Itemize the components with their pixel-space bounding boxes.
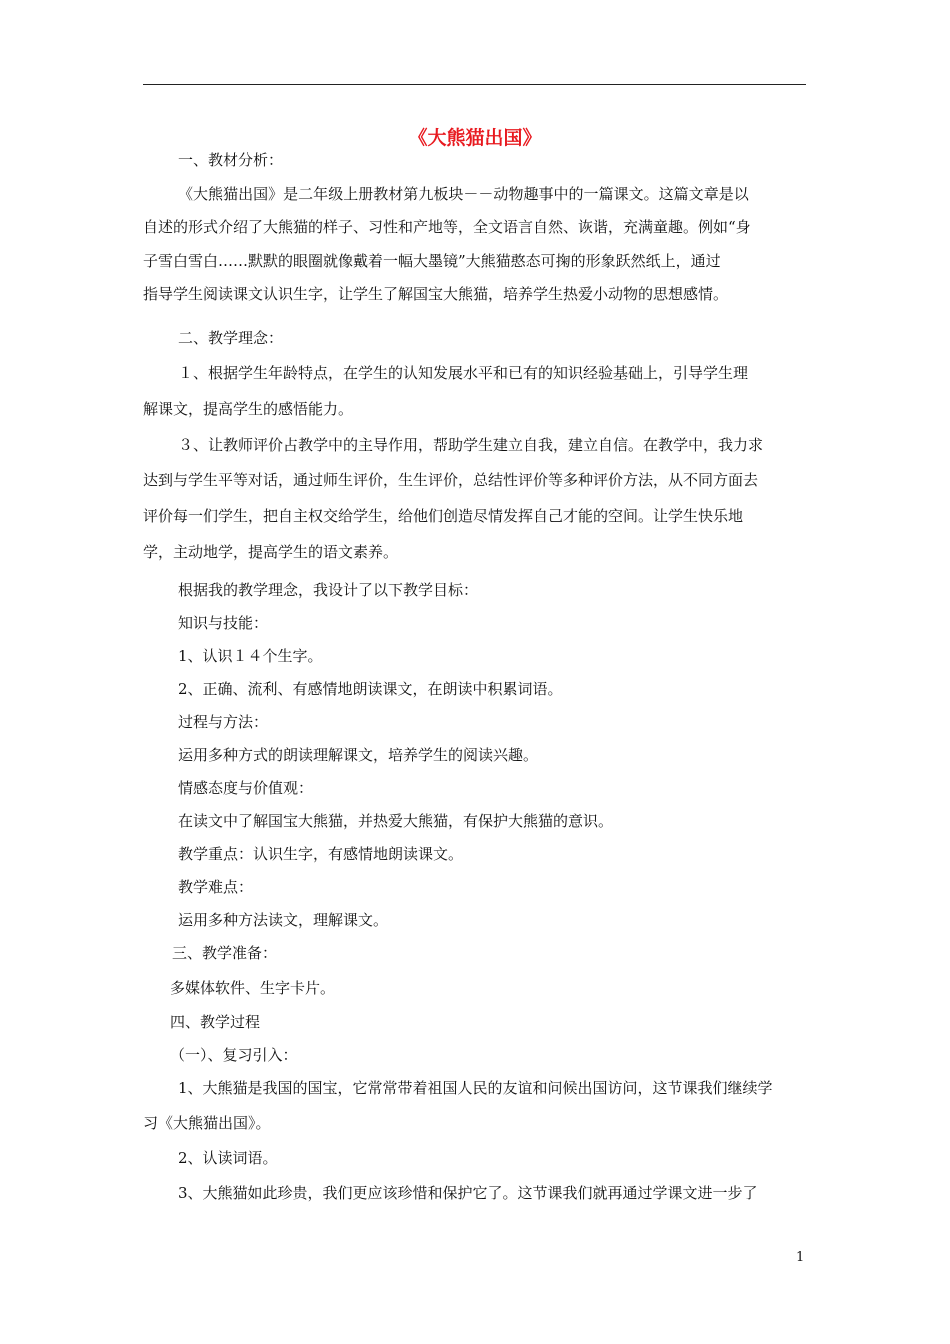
section-heading: 一、教材分析： (178, 151, 284, 169)
paragraph-line: ３、让教师评价占教学中的主导作用，帮助学生建立自我，建立自信。在教学中，我力求 (178, 436, 764, 454)
list-item: 1、认识１４个生字。 (178, 647, 323, 665)
paragraph-line: 运用多种方式的朗读理解课文，培养学生的阅读兴趣。 (178, 746, 539, 764)
paragraph-line: 自述的形式介绍了大熊猫的样子、习性和产地等，全文语言自然、诙谐，充满童趣。例如“身 (143, 218, 751, 236)
page-number: 1 (796, 1250, 805, 1265)
paragraph-line: 达到与学生平等对话，通过师生评价，生生评价，总结性评价等多种评价方法，从不同方面去 (143, 471, 759, 489)
subheading: 教学难点： (178, 878, 254, 896)
section-heading: 二、教学理念： (178, 329, 284, 347)
paragraph-line: 运用多种方法读文，理解课文。 (178, 911, 389, 929)
document-title: 《大熊猫出国》 (408, 127, 542, 149)
header-rule (143, 84, 806, 85)
section-heading: 四、教学过程 (170, 1013, 261, 1031)
section-heading: 三、教学准备： (172, 944, 278, 962)
paragraph-line: 1、大熊猫是我国的国宝，它常常带着祖国人民的友谊和问候出国访问，这节课我们继续学 (178, 1079, 773, 1097)
paragraph-line: 解课文，提高学生的感悟能力。 (143, 400, 354, 418)
paragraph-line: 指导学生阅读课文认识生字，让学生了解国宝大熊猫，培养学生热爱小动物的思想感情。 (143, 285, 729, 303)
paragraph-line: 学，主动地学，提高学生的语文素养。 (143, 543, 399, 561)
list-item: 2、认读词语。 (178, 1149, 278, 1167)
subheading: 情感态度与价值观： (178, 779, 314, 797)
paragraph-line: 在读文中了解国宝大熊猫，并热爱大熊猫，有保护大熊猫的意识。 (178, 812, 614, 830)
paragraph-line: 根据我的教学理念，我设计了以下教学目标： (178, 581, 479, 599)
paragraph-line: 子雪白雪白……默默的眼圈就像戴着一幅大墨镜”大熊猫憨态可掬的形象跃然纸上，通过 (143, 252, 721, 270)
subheading: 过程与方法： (178, 713, 269, 731)
paragraph-line: 《大熊猫出国》是二年级上册教材第九板块－－动物趣事中的一篇课文。这篇文章是以 (178, 185, 749, 203)
paragraph-line: 3、大熊猫如此珍贵，我们更应该珍惜和保护它了。这节课我们就再通过学课文进一步了 (178, 1184, 758, 1202)
paragraph-line: １、根据学生年龄特点，在学生的认知发展水平和已有的知识经验基础上，引导学生理 (178, 364, 749, 382)
paragraph-line: 习《大熊猫出国》。 (143, 1114, 271, 1132)
subheading: （一）、复习引入： (170, 1046, 298, 1064)
paragraph-line: 多媒体软件、生字卡片。 (170, 979, 336, 997)
paragraph-line: 教学重点：认识生字，有感情地朗读课文。 (178, 845, 464, 863)
subheading: 知识与技能： (178, 614, 269, 632)
list-item: 2、正确、流利、有感情地朗读课文，在朗读中积累词语。 (178, 680, 563, 698)
paragraph-line: 评价每一们学生，把自主权交给学生，给他们创造尽情发挥自己才能的空间。让学生快乐地 (143, 507, 744, 525)
